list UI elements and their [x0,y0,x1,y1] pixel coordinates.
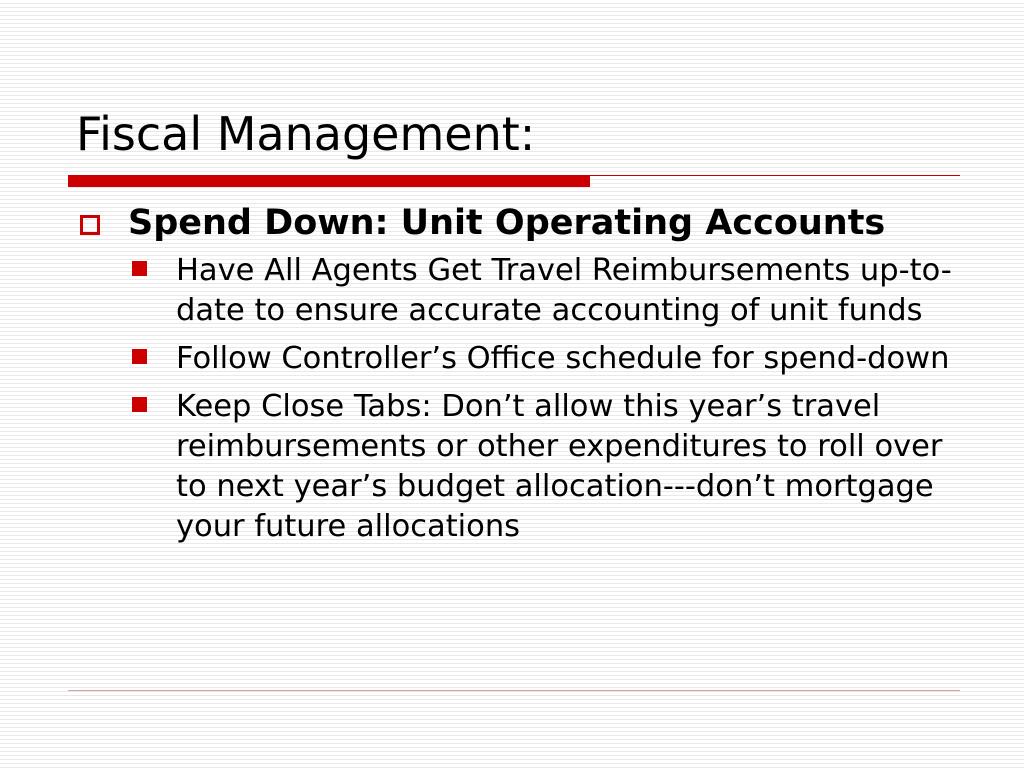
footer-divider [68,690,960,691]
filled-square-bullet-icon [132,349,147,364]
title-underline-thin [590,175,960,176]
filled-square-bullet-icon [132,397,147,412]
sub-bullet-item [128,251,960,331]
sub-bullet-text: Follow Controller’s Office schedule for spend-down [176,341,950,376]
sub-bullet-item [128,387,960,547]
slide-title: Fiscal Management: [76,107,536,161]
sub-bullet-text: Have All Agents Get Travel Reimbursements up-to-date to ensure accurate accounting of unit funds [176,253,952,328]
sub-bullet-item [128,339,960,379]
hollow-square-bullet-icon [80,215,100,235]
sub-bullet-text: Keep Close Tabs: Don’t allow this year’s travel reimbursements or other expenditures to roll over to next year’s budget allocation---don’t mortgage your future allocations [176,389,943,544]
filled-square-bullet-icon [132,261,147,276]
bullet-text: Spend Down: Unit Operating Accounts [128,203,886,243]
bullet-item [80,201,960,245]
sub-bullet-list [128,251,960,547]
title-underline-thick [68,175,590,187]
slide-content [80,201,960,555]
